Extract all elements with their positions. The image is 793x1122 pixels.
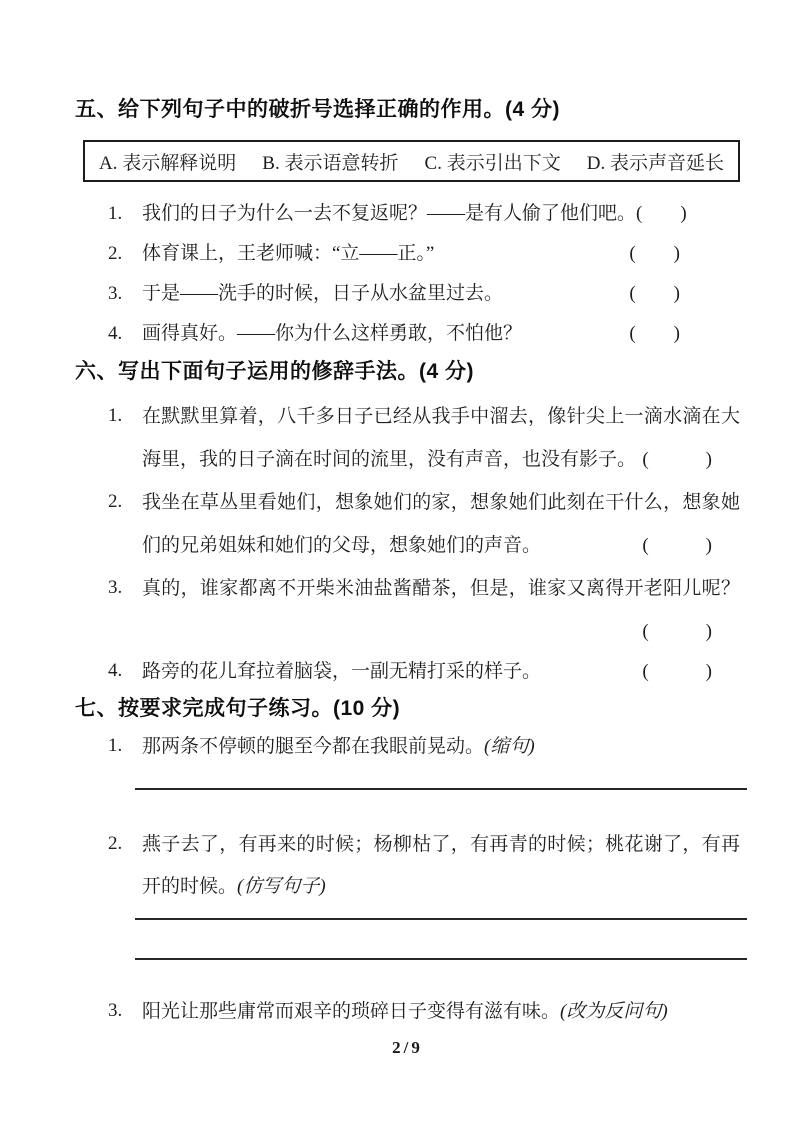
section-six-heading: 六、写出下面句子运用的修辞手法。(4 分) [75,360,474,383]
question-text: 开的时候。 [142,876,238,897]
question-number: 4. [108,660,123,681]
question-text: 阳光让那些庸常而艰辛的琐碎日子变得有滋有味。 [142,1001,561,1022]
question [108,577,740,644]
question [108,202,740,226]
question-number: 2. [108,491,123,512]
question-text: 真的，谁家都离不开柴米油盐酱醋茶，但是，谁家又离得开老阳儿呢？ [142,578,740,599]
question-number: 1. [108,735,123,756]
question-number: 3. [108,577,123,598]
dash-usage-options-box [83,140,740,182]
question-text: 体育课上，王老师喊：“立——正。” [142,243,435,264]
instruction-note: (改为反问句) [560,1001,668,1022]
question [108,735,740,790]
question-number: 4. [108,323,123,344]
answer-parentheses: ( ) [629,243,680,264]
question-text: 在默默里算着，八千多日子已经从我手中溜去，像针尖上一滴水滴在大 [142,406,740,427]
instruction-note: (缩句) [484,736,535,757]
option-d: D. 表示声音延长 [586,152,724,174]
question [108,1000,740,1024]
answer-parentheses: ( ) [642,621,712,642]
answer-parentheses: ( ) [642,535,712,556]
section-six [75,358,740,684]
question-text: 我坐在草丛里看她们，想象她们的家，想象她们此刻在干什么，想象她 [142,492,740,513]
section-five-heading: 五、给下列句子中的破折号选择正确的作用。(4 分) [75,98,560,121]
question-text: 燕子去了，有再来的时候；杨柳枯了，有再青的时候；桃花谢了，有再 [142,834,740,855]
question-text: 于是——洗手的时候，日子从水盆里过去。 [142,283,504,304]
question-number: 2. [108,833,123,854]
option-c: C. 表示引出下文 [424,152,561,174]
question [108,833,740,960]
section-seven-heading: 七、按要求完成句子练习。(10 分) [75,697,401,720]
question [108,322,740,346]
answer-parentheses: ( ) [629,283,680,304]
answer-blank-line [135,918,747,920]
question-text: 那两条不停顿的腿至今都在我眼前晃动。 [142,736,485,757]
question [108,405,740,472]
option-b: B. 表示语意转折 [262,152,399,174]
question-text: 画得真好。——你为什么这样勇敢，不怕他？ [142,323,523,344]
answer-parentheses: ( ) [629,323,680,344]
question-text: 们的兄弟姐妹和她们的父母，想象她们的声音。 [142,535,542,556]
question [108,282,740,306]
answer-parentheses: ( ) [636,203,687,224]
answer-parentheses: ( ) [642,661,712,682]
question-number: 2. [108,243,123,264]
answer-parentheses: ( ) [642,449,712,470]
question-number: 3. [108,1000,123,1021]
question [108,491,740,558]
question-text: 路旁的花儿耷拉着脑袋，一副无精打采的样子。 [142,661,542,682]
question [108,660,740,684]
section-seven [75,695,740,1024]
question-number: 3. [108,283,123,304]
question-number: 1. [108,405,123,426]
question-number: 1. [108,203,123,224]
question-text: 海里，我的日子滴在时间的流里，没有声音，也没有影子。 [142,449,637,470]
page-number: 2/9 [392,1038,423,1057]
section-five [75,96,740,346]
option-a: A. 表示解释说明 [99,152,237,174]
answer-blank-line [135,788,747,790]
answer-blank-line [135,958,747,960]
question-text: 我们的日子为什么一去不复返呢？——是有人偷了他们吧。 [142,203,637,224]
instruction-note: (仿写句子) [237,876,326,897]
question [108,242,740,266]
